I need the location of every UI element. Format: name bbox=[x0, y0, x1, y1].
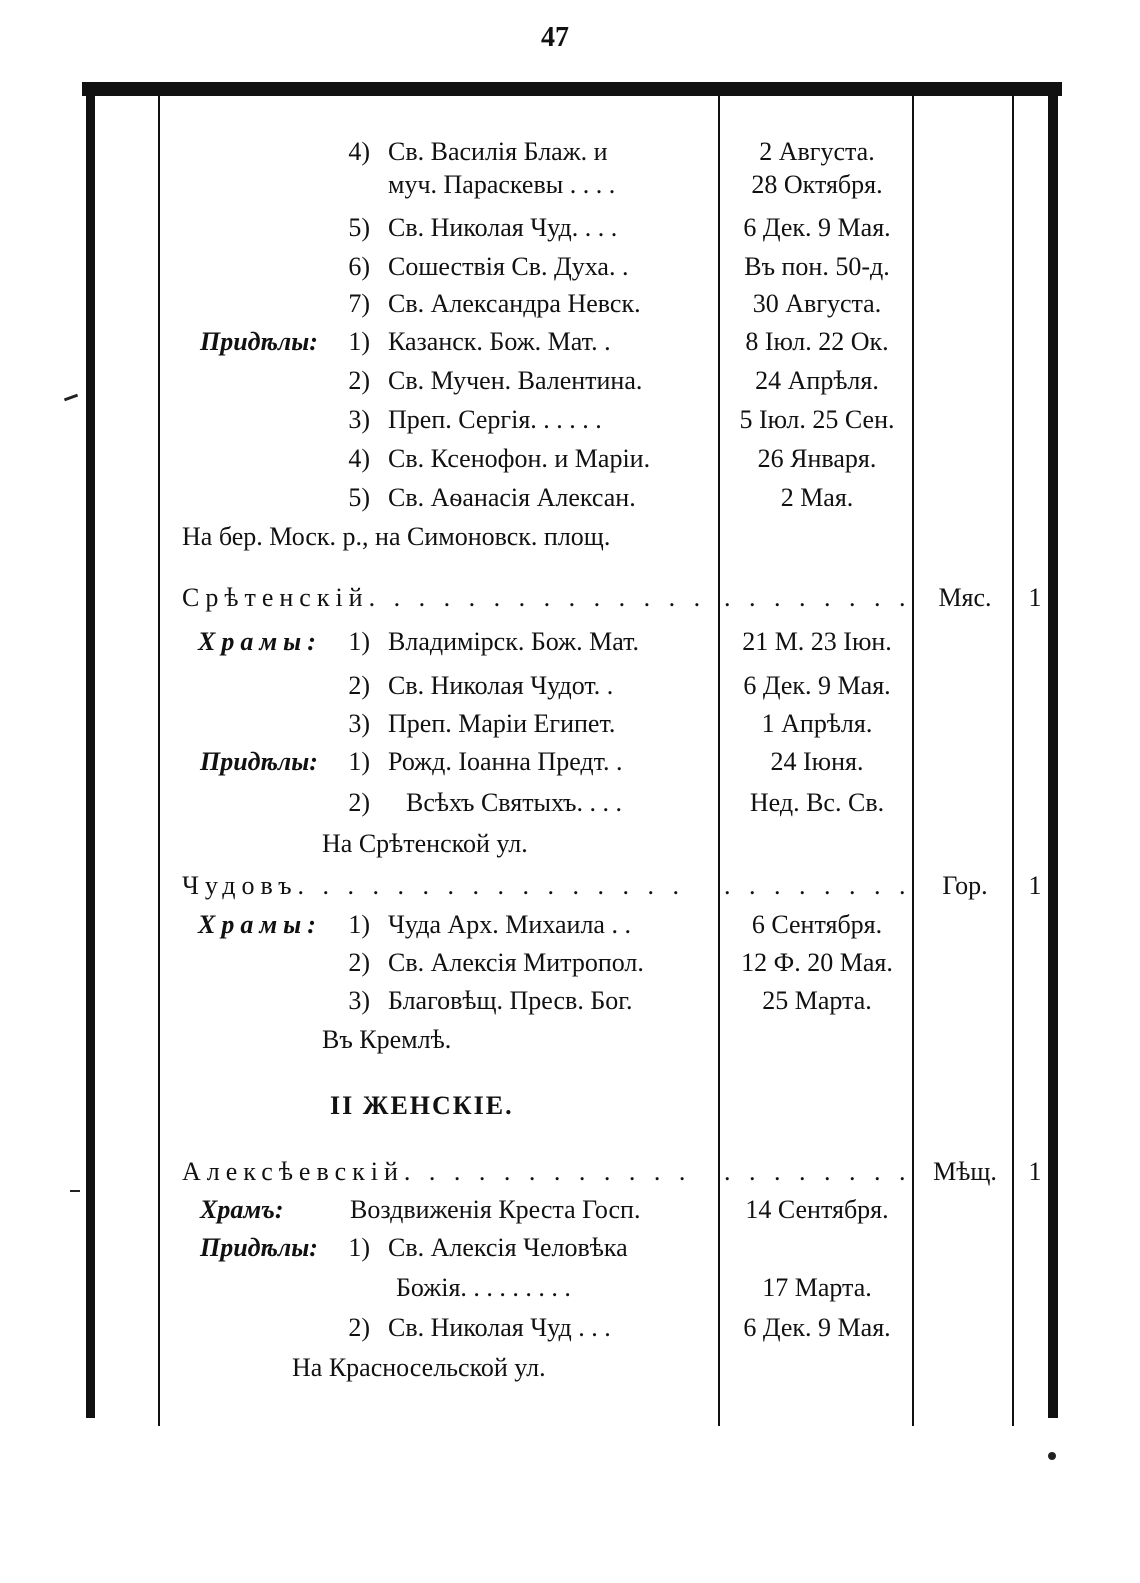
entry-text: Св. Алексія Митропол. bbox=[388, 948, 644, 977]
item-number: 2) bbox=[348, 671, 370, 700]
monastery-name: Чудовъ. . . . . . . . . . . . . . . . bbox=[182, 871, 686, 900]
item-number: 6) bbox=[348, 252, 370, 281]
entry-text: Божія. . . . . . . . . bbox=[396, 1273, 571, 1302]
feast-date: 6 Дек. 9 Мая. bbox=[743, 1313, 891, 1342]
table-row bbox=[0, 704, 1140, 744]
feast-date: 17 Марта. bbox=[762, 1273, 872, 1302]
item-number: 3) bbox=[348, 405, 370, 434]
table-row bbox=[0, 783, 1140, 823]
table-row bbox=[0, 1268, 1140, 1308]
item-number: 5) bbox=[348, 483, 370, 512]
feast-date: 12 Ф. 20 Мая. bbox=[741, 948, 893, 977]
feast-date: 2 Мая. bbox=[780, 483, 854, 512]
section-label: Придѣлы: bbox=[200, 1233, 318, 1262]
table-row bbox=[0, 322, 1140, 362]
item-number: 1) bbox=[348, 327, 370, 356]
entry-text: Благовѣщ. Пресв. Бог. bbox=[388, 986, 633, 1015]
category: Мяс. bbox=[938, 583, 992, 612]
item-number: 5) bbox=[348, 213, 370, 242]
table-row bbox=[0, 666, 1140, 706]
location-text: Въ Кремлѣ. bbox=[322, 1025, 452, 1054]
item-number: 3) bbox=[348, 709, 370, 738]
table-row bbox=[0, 742, 1140, 782]
entry-text: Владимірск. Бож. Мат. bbox=[388, 627, 639, 656]
entry-text: муч. Параскевы . . . . bbox=[388, 170, 616, 199]
feast-date: Нед. Вс. Св. bbox=[749, 788, 885, 817]
item-number: 2) bbox=[348, 788, 370, 817]
feast-date: 28 Октября. bbox=[751, 170, 883, 199]
table-row bbox=[0, 1308, 1140, 1348]
table-row bbox=[0, 943, 1140, 983]
feast-date: 6 Дек. 9 Мая. bbox=[743, 213, 891, 242]
entry-text: Св. Василія Блаж. и bbox=[388, 137, 608, 166]
entry-text: Св. Алексія Человѣка bbox=[388, 1233, 628, 1262]
section-heading: II ЖЕНСКІЕ. bbox=[330, 1091, 514, 1120]
table-row bbox=[0, 247, 1140, 287]
category: Гор. bbox=[942, 871, 988, 900]
count: 1 bbox=[1028, 871, 1042, 900]
feast-date: 6 Дек. 9 Мая. bbox=[743, 671, 891, 700]
location-row bbox=[0, 824, 1140, 864]
entry-text: Св. Александра Невск. bbox=[388, 289, 641, 318]
monastery-name: Срѣтенскій. . . . . . . . . . . . . . bbox=[182, 583, 707, 612]
entry-text: Преп. Сергія. . . . . . bbox=[388, 405, 602, 434]
feast-date: 24 Апрѣля. bbox=[755, 366, 879, 395]
location-row bbox=[0, 1020, 1140, 1060]
entry-text: Св. Николая Чуд . . . bbox=[388, 1313, 611, 1342]
entry-text: Чуда Арх. Михаила . . bbox=[388, 910, 631, 939]
table-row bbox=[0, 1190, 1140, 1230]
leader-dots: . . . . . . . . bbox=[724, 583, 912, 612]
table-row bbox=[0, 361, 1140, 401]
table-row bbox=[0, 400, 1140, 440]
entry-text: Св. Мучен. Валентина. bbox=[388, 366, 643, 395]
item-number: 1) bbox=[348, 627, 370, 656]
feast-date: 6 Сентября. bbox=[751, 910, 883, 939]
monastery-row bbox=[0, 578, 1140, 618]
table-row bbox=[0, 439, 1140, 479]
feast-date: 24 Іюня. bbox=[770, 747, 864, 776]
monastery-row bbox=[0, 1152, 1140, 1192]
entry-text: Св. Ксенофон. и Маріи. bbox=[388, 444, 651, 473]
section-label: Придѣлы: bbox=[200, 747, 318, 776]
section-heading-row bbox=[0, 1086, 1140, 1126]
item-number: 1) bbox=[348, 1233, 370, 1262]
item-number: 3) bbox=[348, 986, 370, 1015]
entry-text: Казанск. Бож. Мат. . bbox=[388, 327, 611, 356]
feast-date: 8 Іюл. 22 Ок. bbox=[745, 327, 889, 356]
table-row bbox=[0, 981, 1140, 1021]
section-label: Храмъ: bbox=[200, 1195, 284, 1224]
print-speck bbox=[1048, 1452, 1056, 1460]
item-number: 2) bbox=[348, 1313, 370, 1342]
category: Мѣщ. bbox=[933, 1157, 997, 1186]
feast-date: 2 Августа. bbox=[759, 137, 875, 166]
feast-date: 30 Августа. bbox=[752, 289, 882, 318]
table-row bbox=[0, 284, 1140, 324]
section-label: Храмы: bbox=[198, 910, 322, 939]
count: 1 bbox=[1028, 1157, 1042, 1186]
feast-date: 26 Января. bbox=[757, 444, 877, 473]
entry-text: Воздвиженія Креста Госп. bbox=[350, 1195, 641, 1224]
section-label: Храмы: bbox=[198, 627, 322, 656]
table-row bbox=[0, 905, 1140, 945]
entry-text: Всѣхъ Святыхъ. . . . bbox=[406, 788, 622, 817]
item-number: 4) bbox=[348, 444, 370, 473]
print-speck bbox=[70, 1190, 80, 1192]
entry-text: Св. Николая Чудот. . bbox=[388, 671, 614, 700]
leader-dots: . . . . . . . . bbox=[724, 871, 912, 900]
entry-text: Св. Аѳанасія Алексан. bbox=[388, 483, 636, 512]
page-number: 47 bbox=[541, 22, 569, 53]
table-row bbox=[0, 165, 1140, 205]
feast-date: 25 Марта. bbox=[762, 986, 872, 1015]
item-number: 2) bbox=[348, 948, 370, 977]
location-text: На Срѣтенской ул. bbox=[322, 829, 528, 858]
entry-text: Сошествія Св. Духа. . bbox=[388, 252, 629, 281]
table-top-rule bbox=[82, 82, 1062, 96]
leader-dots: . . . . . . . . bbox=[724, 1157, 912, 1186]
section-label: Придѣлы: bbox=[200, 327, 318, 356]
monastery-name: Алексѣевскій. . . . . . . . . . . . bbox=[182, 1157, 692, 1186]
table-row bbox=[0, 208, 1140, 248]
location-text: На бер. Моск. р., на Симоновск. площ. bbox=[182, 522, 611, 551]
item-number: 2) bbox=[348, 366, 370, 395]
table-row bbox=[0, 622, 1140, 662]
feast-date: 14 Сентября. bbox=[745, 1195, 889, 1224]
count: 1 bbox=[1028, 583, 1042, 612]
item-number: 1) bbox=[348, 747, 370, 776]
feast-date: 21 М. 23 Іюн. bbox=[742, 627, 892, 656]
feast-date: 5 Іюл. 25 Сен. bbox=[739, 405, 895, 434]
location-row bbox=[0, 1348, 1140, 1388]
item-number: 4) bbox=[348, 137, 370, 166]
feast-date: 1 Апрѣля. bbox=[761, 709, 873, 738]
item-number: 1) bbox=[348, 910, 370, 939]
entry-text: Св. Николая Чуд. . . . bbox=[388, 213, 618, 242]
monastery-row bbox=[0, 866, 1140, 906]
feast-date: Въ пон. 50-д. bbox=[744, 252, 890, 281]
location-row bbox=[0, 517, 1140, 557]
item-number: 7) bbox=[348, 289, 370, 318]
location-text: На Красносельской ул. bbox=[292, 1353, 546, 1382]
entry-text: Преп. Маріи Египет. bbox=[388, 709, 616, 738]
table-row bbox=[0, 478, 1140, 518]
table-row bbox=[0, 1228, 1140, 1268]
entry-text: Рожд. Іоанна Предт. . bbox=[388, 747, 623, 776]
